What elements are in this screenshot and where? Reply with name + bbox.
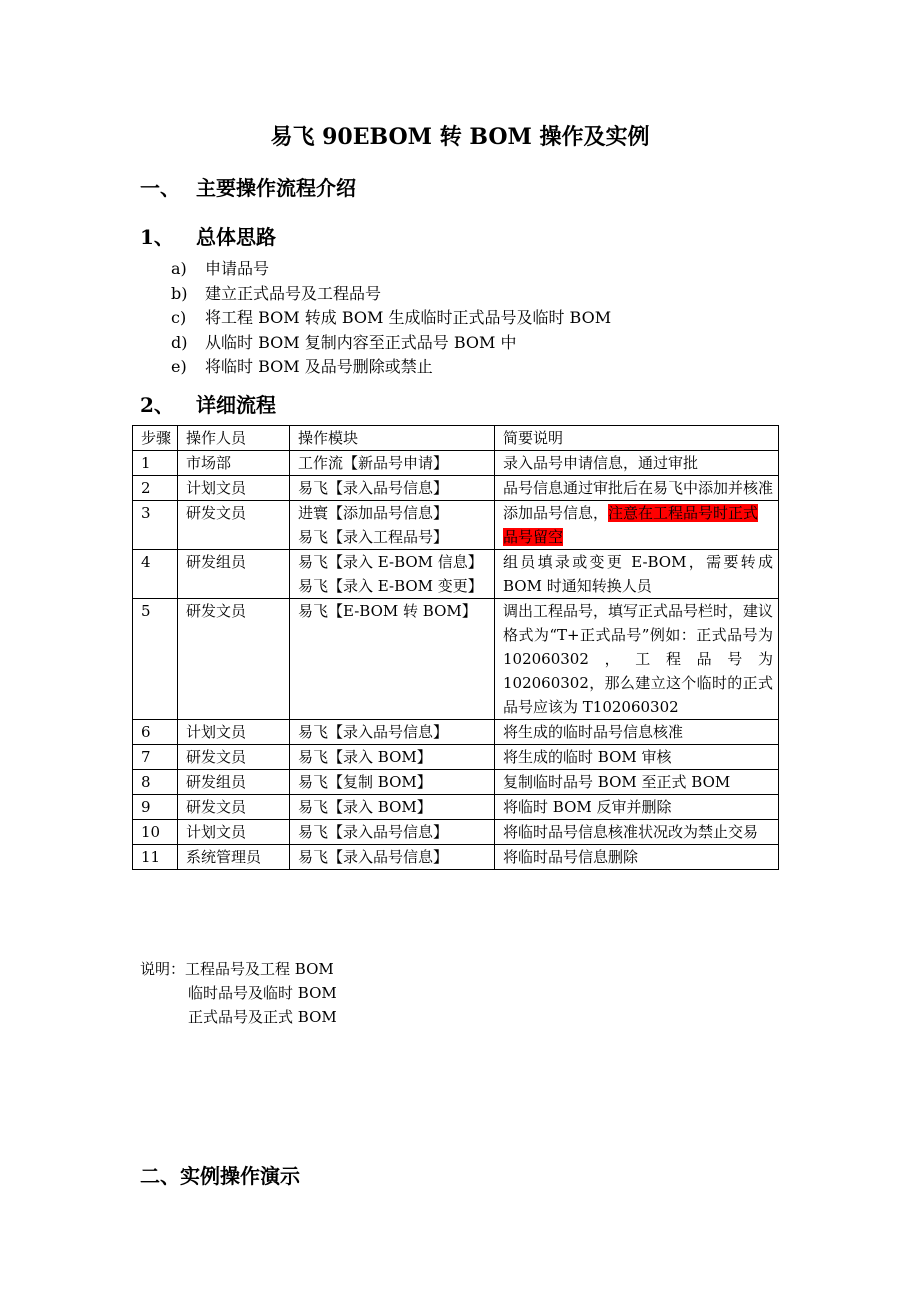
note-line: 工程品号及工程 BOM [185, 960, 334, 978]
desc-cell: 品号信息通过审批后在易飞中添加并核准 [495, 476, 779, 501]
table-header-row [133, 426, 779, 451]
header-cell: 步骤 [133, 426, 178, 451]
subsection-number: 1、 [140, 225, 174, 249]
step-cell: 6 [133, 720, 178, 745]
list-item: b) 建立正式品号及工程品号 [171, 283, 382, 303]
person-cell: 系统管理员 [178, 845, 290, 870]
module-cell: 易飞【录入品号信息】 [290, 820, 495, 845]
header-cell: 操作人员 [178, 426, 290, 451]
subsection-heading-detail [140, 389, 276, 418]
person-cell: 研发文员 [178, 599, 290, 720]
desc-cell: 将临时品号信息删除 [495, 845, 779, 870]
person-cell: 研发组员 [178, 770, 290, 795]
table-row [133, 820, 779, 845]
desc-cell: 组员填录或变更 E-BOM，需要转成 BOM 时通知转换人员 [495, 550, 779, 599]
overview-list [171, 257, 611, 380]
table-row [133, 770, 779, 795]
step-cell: 11 [133, 845, 178, 870]
desc-cell: 复制临时品号 BOM 至正式 BOM [495, 770, 779, 795]
section-heading-1 [140, 172, 356, 201]
header-cell: 简要说明 [495, 426, 779, 451]
desc-cell: 将临时 BOM 反审并删除 [495, 795, 779, 820]
highlighted-warning: 注意在工程品号时正式品号留空 [503, 504, 759, 546]
note-label: 说明： [140, 960, 186, 978]
list-item: c) 将工程 BOM 转成 BOM 生成临时正式品号及临时 BOM [171, 308, 612, 327]
section-heading-2: 二、实例操作演示 [140, 1164, 300, 1188]
step-cell: 7 [133, 745, 178, 770]
section-title: 主要操作流程介绍 [196, 176, 356, 200]
header-cell: 操作模块 [290, 426, 495, 451]
module-cell: 易飞【复制 BOM】 [290, 770, 495, 795]
module-cell: 易飞【录入品号信息】 [290, 476, 495, 501]
step-cell: 8 [133, 770, 178, 795]
module-cell: 易飞【录入品号信息】 [290, 845, 495, 870]
subsection-number: 2、 [140, 393, 174, 417]
subsection-title: 详细流程 [196, 393, 276, 417]
module-cell: 工作流【新品号申请】 [290, 451, 495, 476]
table-row [133, 599, 779, 720]
module-cell: 易飞【录入 BOM】 [290, 745, 495, 770]
table-row [133, 795, 779, 820]
module-cell: 易飞【录入品号信息】 [290, 720, 495, 745]
document-title: 易飞 90EBOM 转 BOM 操作及实例 [270, 124, 650, 150]
table-row [133, 451, 779, 476]
table-note [140, 957, 337, 1029]
table-row [133, 845, 779, 870]
module-cell: 易飞【录入 BOM】 [290, 795, 495, 820]
table-row [133, 550, 779, 599]
step-cell: 9 [133, 795, 178, 820]
desc-cell: 将临时品号信息核准状况改为禁止交易 [495, 820, 779, 845]
desc-cell: 调出工程品号，填写正式品号栏时，建议格式为“T+正式品号”例如：正式品号为 102060302，工程品号为 102060302，那么建立这个临时的正式品号应该为 T102060302 [495, 599, 779, 720]
step-cell: 2 [133, 476, 178, 501]
step-cell: 5 [133, 599, 178, 720]
section-number: 一、 [140, 176, 180, 200]
person-cell: 计划文员 [178, 820, 290, 845]
list-item: e) 将临时 BOM 及品号删除或禁止 [171, 357, 433, 376]
table-row [133, 720, 779, 745]
step-cell: 10 [133, 820, 178, 845]
table-row [133, 745, 779, 770]
desc-cell: 录入品号申请信息，通过审批 [495, 451, 779, 476]
person-cell: 计划文员 [178, 720, 290, 745]
person-cell: 市场部 [178, 451, 290, 476]
person-cell: 研发文员 [178, 795, 290, 820]
person-cell: 计划文员 [178, 476, 290, 501]
subsection-heading-overview [140, 221, 276, 250]
person-cell: 研发组员 [178, 550, 290, 599]
table-row [133, 501, 779, 550]
step-cell: 3 [133, 501, 178, 550]
step-cell: 4 [133, 550, 178, 599]
list-item: a) 申请品号 [171, 259, 270, 278]
note-line: 临时品号及临时 BOM [188, 984, 337, 1002]
subsection-title: 总体思路 [196, 225, 276, 249]
person-cell: 研发文员 [178, 501, 290, 550]
process-table [132, 425, 779, 870]
person-cell: 研发文员 [178, 745, 290, 770]
list-item: d) 从临时 BOM 复制内容至正式品号 BOM 中 [171, 332, 517, 352]
module-cell: 易飞【E-BOM 转 BOM】 [290, 599, 495, 720]
table-row [133, 476, 779, 501]
module-cell: 进寰【添加品号信息】 易飞【录入工程品号】 [290, 501, 495, 550]
note-line: 正式品号及正式 BOM [188, 1008, 337, 1026]
module-cell: 易飞【录入 E-BOM 信息】 易飞【录入 E-BOM 变更】 [290, 550, 495, 599]
desc-cell: 将生成的临时 BOM 审核 [495, 745, 779, 770]
step-cell: 1 [133, 451, 178, 476]
desc-cell: 添加品号信息，注意在工程品号时正式品号留空 [495, 501, 779, 550]
desc-cell: 将生成的临时品号信息核准 [495, 720, 779, 745]
